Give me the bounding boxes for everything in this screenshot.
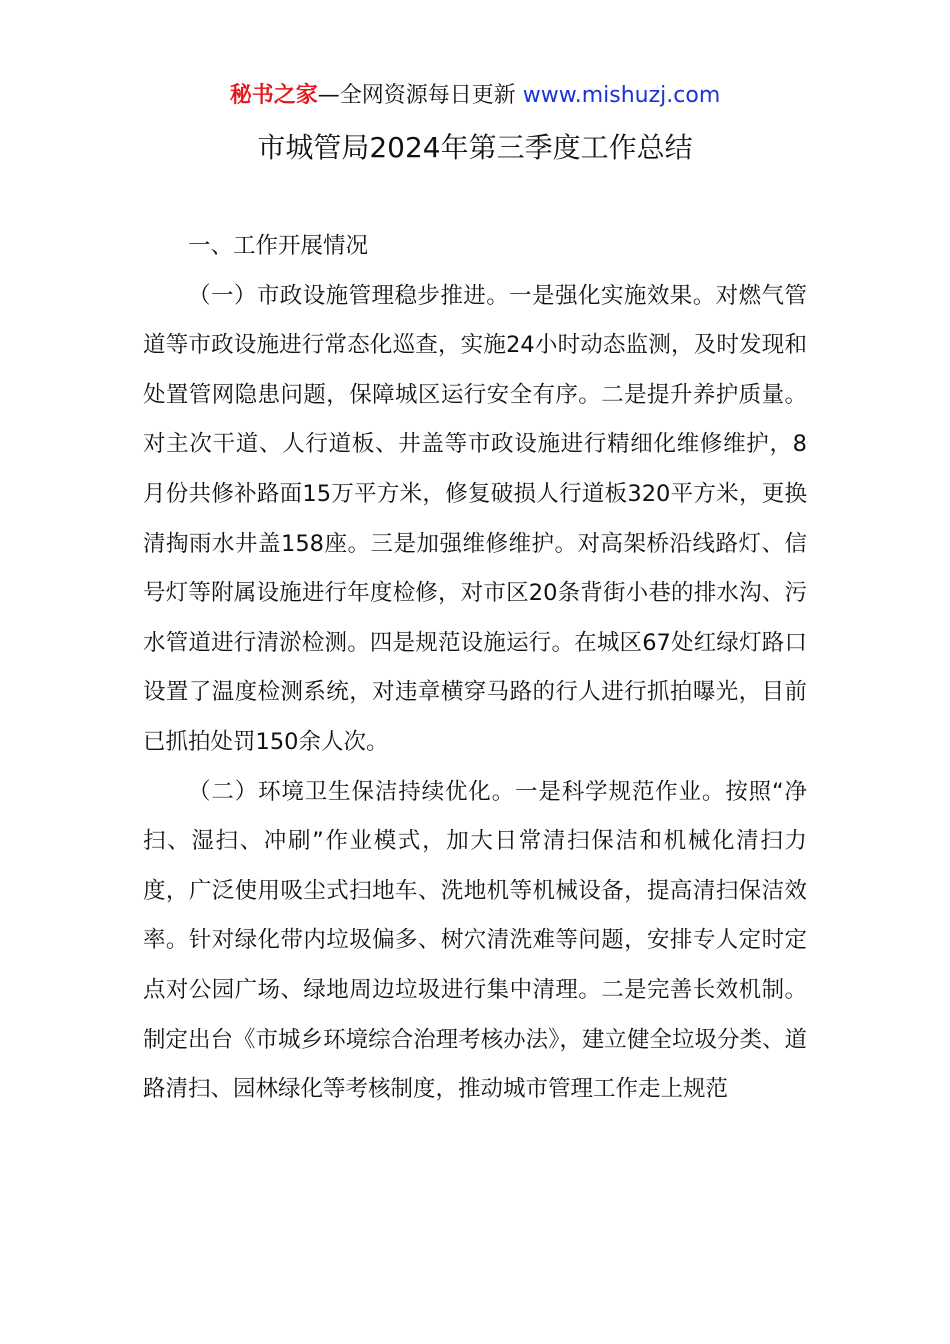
- brand-name: 秘书之家: [229, 83, 318, 108]
- section-heading: 一、工作开展情况: [188, 233, 369, 259]
- document-title: 市城管局2024年第三季度工作总结: [257, 131, 693, 164]
- document-body: [143, 222, 807, 1115]
- body-paragraph: （二）环境卫生保洁持续优化。一是科学规范作业。按照“净扫、湿扫、冲刷”作业模式，加大日常清扫保洁和机械化清扫力度，广泛使用吸尘式扫地车、洗地机等机械设备，提高清扫保洁效率。针对绿化带内垃圾偏多、树穴清洗难等问题，安排专人定时定点对公园广场、绿地周边垃圾进行集中清理。二是完善长效机制。制定出台《市城乡环境综合治理考核办法》，建立健全垃圾分类、道路清扫、园林绿化等考核制度，推动城市管理工作走上规范: [143, 778, 807, 1103]
- body-paragraph: （一）市政设施管理稳步推进。一是强化实施效果。对燃气管道等市政设施进行常态化巡查，实施24小时动态监测，及时发现和处置管网隐患问题，保障城区运行安全有序。二是提升养护质量。对主次干道、人行道板、井盖等市政设施进行精细化维修维护，8月份共修补路面15万平方米，修复破损人行道板320平方米，更换清掏雨水井盖158座。三是加强维修维护。对高架桥沿线路灯、信号灯等附属设施进行年度检修，对市区20条背街小巷的排水沟、污水管道进行清淤检测。四是规范设施运行。在城区67处红绿灯路口设置了温度检测系统，对违章横穿马路的行人进行抓拍曝光，目前已抓拍处罚150余人次。: [143, 282, 807, 755]
- site-header: [0, 80, 950, 112]
- header-tagline: —全网资源每日更新: [317, 83, 523, 108]
- site-url-link[interactable]: www.mishuzj.com: [522, 83, 721, 108]
